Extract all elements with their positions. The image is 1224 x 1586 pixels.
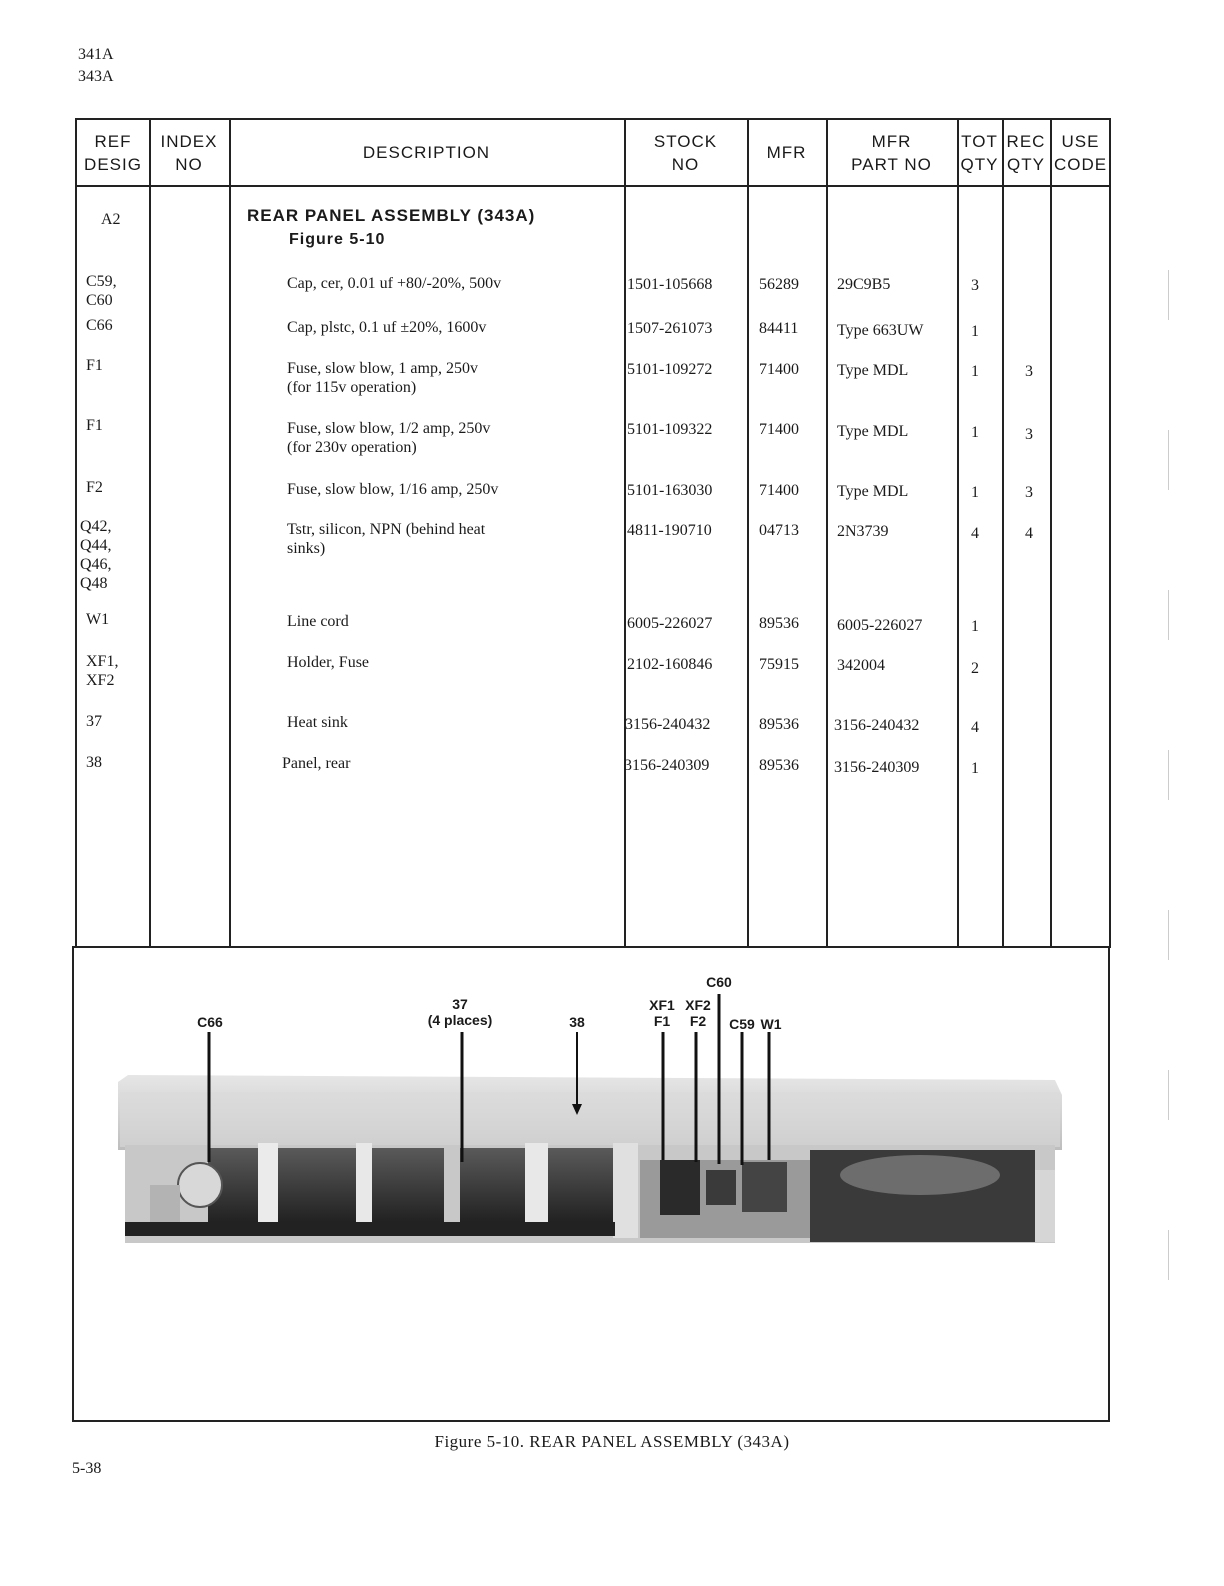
mfr: 71400 bbox=[759, 361, 799, 378]
col-header-ref-desig: REF DESIG bbox=[84, 131, 142, 174]
col-header-mfr: MFR bbox=[766, 143, 807, 162]
mfr: 84411 bbox=[759, 320, 799, 337]
binder-edge-mark bbox=[1168, 1230, 1191, 1280]
description: Panel, rear bbox=[282, 755, 351, 772]
col-header-rec-qty: REC QTY bbox=[1006, 131, 1046, 174]
stock-no: 3156-240432 bbox=[625, 716, 711, 733]
ref-desig: 38 bbox=[86, 754, 102, 771]
tot-qty: 1 bbox=[971, 323, 979, 340]
col-header-description: DESCRIPTION bbox=[362, 143, 491, 162]
mfr: 89536 bbox=[759, 757, 799, 774]
tot-qty: 4 bbox=[971, 719, 979, 736]
callout-c66: C66 bbox=[197, 1014, 223, 1030]
rec-qty: 4 bbox=[1025, 525, 1033, 542]
stock-no: 1507-261073 bbox=[627, 320, 713, 337]
figure-caption: Figure 5-10. REAR PANEL ASSEMBLY (343A) bbox=[434, 1432, 790, 1451]
col-header-index-no: INDEX NO bbox=[160, 131, 218, 174]
mfr-part-no: 3156-240432 bbox=[834, 717, 920, 734]
binder-edge-mark bbox=[1168, 1070, 1191, 1120]
tot-qty: 1 bbox=[971, 424, 979, 441]
tot-qty: 4 bbox=[971, 525, 979, 542]
stock-no: 4811-190710 bbox=[627, 522, 712, 539]
ref-desig: F1 bbox=[86, 417, 103, 434]
description: Fuse, slow blow, 1/16 amp, 250v bbox=[287, 481, 499, 498]
binder-edge-mark bbox=[1168, 910, 1191, 960]
rec-qty: 3 bbox=[1025, 363, 1033, 380]
col-header-stock-no: STOCK NO bbox=[653, 131, 718, 174]
col-header-tot-qty: TOT QTY bbox=[960, 131, 999, 174]
mfr-part-no: 6005-226027 bbox=[837, 617, 923, 634]
stock-no: 2102-160846 bbox=[627, 656, 713, 673]
rec-qty: 3 bbox=[1025, 426, 1033, 443]
ref-desig: F1 bbox=[86, 357, 103, 374]
mfr: 71400 bbox=[759, 421, 799, 438]
description: Cap, cer, 0.01 uf +80/-20%, 500v bbox=[287, 275, 502, 292]
mfr-part-no: 2N3739 bbox=[837, 523, 889, 540]
model-number: 343A bbox=[78, 68, 114, 85]
mfr: 89536 bbox=[759, 615, 799, 632]
callout-c60: C60 bbox=[706, 974, 732, 990]
description: Cap, plstc, 0.1 uf ±20%, 1600v bbox=[287, 319, 487, 336]
assembly-title: REAR PANEL ASSEMBLY (343A) bbox=[247, 206, 536, 225]
callout-w1: W1 bbox=[760, 1016, 782, 1032]
stock-no: 1501-105668 bbox=[627, 276, 713, 293]
mfr: 75915 bbox=[759, 656, 799, 673]
ref-desig: Q42, Q44, Q46, Q48 bbox=[80, 518, 112, 592]
mfr: 04713 bbox=[759, 522, 799, 539]
binder-edge-mark bbox=[1168, 590, 1191, 640]
stock-no: 6005-226027 bbox=[627, 615, 713, 632]
col-header-use-code: USE CODE bbox=[1053, 131, 1108, 174]
description: Line cord bbox=[287, 613, 349, 630]
mfr-part-no: 29C9B5 bbox=[837, 276, 891, 293]
mfr: 71400 bbox=[759, 482, 799, 499]
stock-no: 5101-109322 bbox=[627, 421, 713, 438]
page-number: 5-38 bbox=[72, 1460, 102, 1477]
ref-desig: W1 bbox=[86, 611, 110, 628]
binder-edge-mark bbox=[1168, 430, 1191, 490]
tot-qty: 1 bbox=[971, 760, 979, 777]
stock-no: 3156-240309 bbox=[624, 757, 710, 774]
description: Fuse, slow blow, 1/2 amp, 250v (for 230v operation) bbox=[287, 420, 491, 456]
tot-qty: 1 bbox=[971, 484, 979, 501]
rec-qty: 3 bbox=[1025, 484, 1033, 501]
mfr: 89536 bbox=[759, 716, 799, 733]
description: Tstr, silicon, NPN (behind heat sinks) bbox=[287, 521, 486, 557]
ref-desig: XF1, XF2 bbox=[86, 653, 119, 689]
binder-edge-mark bbox=[1168, 270, 1191, 320]
mfr-part-no: Type MDL bbox=[837, 483, 909, 500]
ref-desig: 37 bbox=[86, 713, 102, 730]
callout-38: 38 bbox=[569, 1014, 585, 1030]
description: Fuse, slow blow, 1 amp, 250v (for 115v operation) bbox=[287, 360, 478, 396]
ref-desig: C66 bbox=[86, 317, 113, 334]
col-header-mfr-part-no: MFR PART NO bbox=[851, 131, 932, 174]
tot-qty: 2 bbox=[971, 660, 979, 677]
callout-37: 37 (4 places) bbox=[427, 996, 493, 1028]
assembly-figure-ref: Figure 5-10 bbox=[289, 231, 386, 248]
mfr-part-no: 3156-240309 bbox=[834, 759, 920, 776]
callout-xf1-f1: XF1 F1 bbox=[649, 997, 675, 1029]
description: Heat sink bbox=[287, 714, 348, 731]
callout-xf2-f2: XF2 F2 bbox=[685, 997, 711, 1029]
mfr: 56289 bbox=[759, 276, 799, 293]
callout-c59: C59 bbox=[729, 1016, 755, 1032]
mfr-part-no: Type 663UW bbox=[837, 322, 924, 339]
mfr-part-no: Type MDL bbox=[837, 423, 909, 440]
stock-no: 5101-163030 bbox=[627, 482, 713, 499]
model-number: 341A bbox=[78, 46, 114, 63]
stock-no: 5101-109272 bbox=[627, 361, 713, 378]
tot-qty: 3 bbox=[971, 277, 979, 294]
mfr-part-no: 342004 bbox=[837, 657, 885, 674]
tot-qty: 1 bbox=[971, 618, 979, 635]
binder-edge-mark bbox=[1168, 750, 1191, 800]
description: Holder, Fuse bbox=[287, 654, 370, 671]
mfr-part-no: Type MDL bbox=[837, 362, 909, 379]
ref-desig: C59, C60 bbox=[86, 273, 117, 309]
ref-desig: F2 bbox=[86, 479, 103, 496]
tot-qty: 1 bbox=[971, 363, 979, 380]
assembly-ref: A2 bbox=[101, 211, 121, 228]
